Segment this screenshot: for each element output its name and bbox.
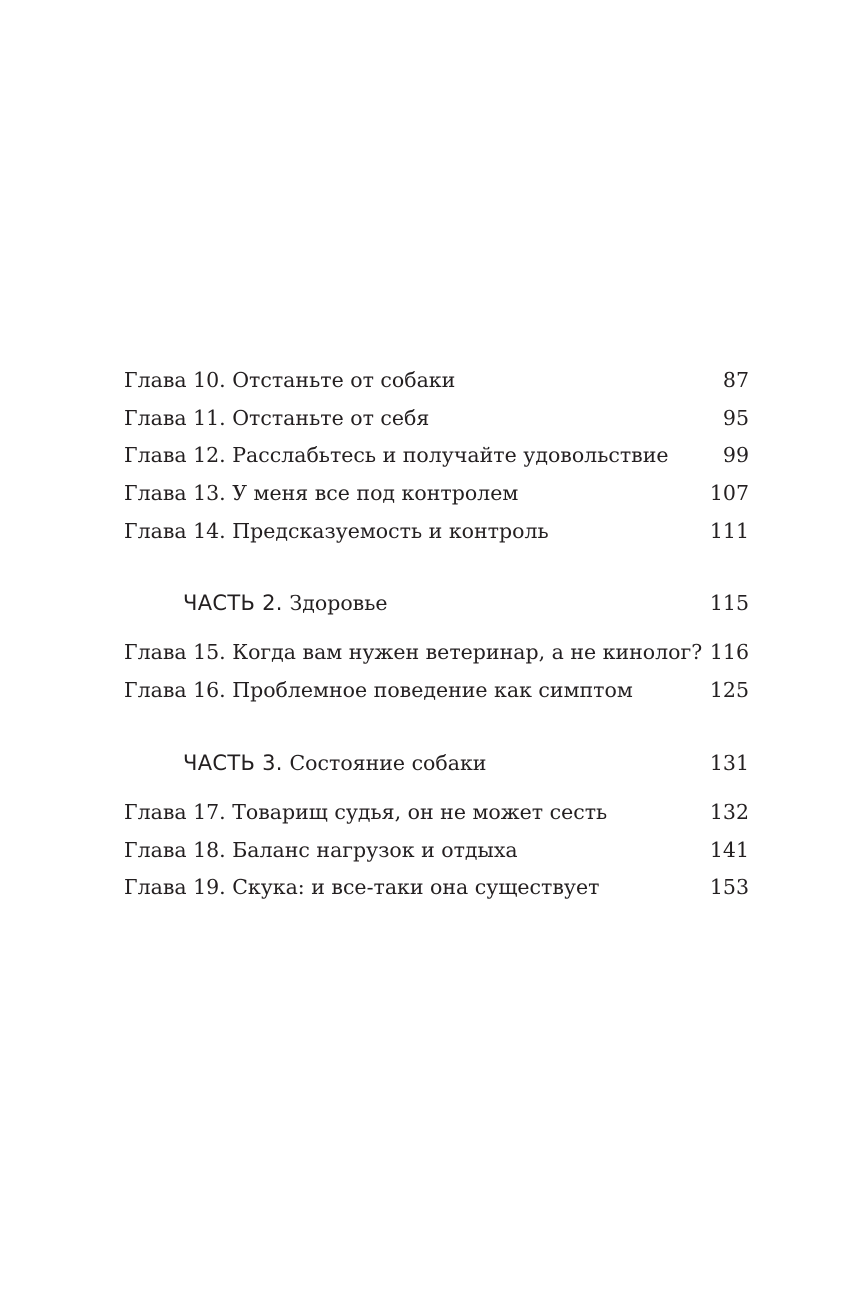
part-title: Состояние собаки xyxy=(289,750,487,775)
chapter-title: Глава 19. Скука: и все-таки она существует xyxy=(124,875,600,900)
toc-part-2-heading xyxy=(124,585,749,622)
part-heading xyxy=(124,745,486,782)
page-number: 141 xyxy=(709,837,749,862)
toc-entry-chapter-18 xyxy=(124,832,749,870)
page-number: 107 xyxy=(709,481,749,506)
toc-entry-chapter-16 xyxy=(124,672,749,710)
toc-entry-chapter-14 xyxy=(124,513,749,551)
page-number: 115 xyxy=(709,591,749,616)
chapter-title: Глава 18. Баланс нагрузок и отдыха xyxy=(124,837,518,862)
part-number: ЧАСТЬ 3. xyxy=(183,750,283,775)
part-title: Здоровье xyxy=(289,591,388,616)
part-number: ЧАСТЬ 2. xyxy=(183,591,283,616)
table-of-contents xyxy=(124,362,749,907)
page-number: 87 xyxy=(722,368,749,392)
chapter-title: Глава 14. Предсказуемость и контроль xyxy=(124,518,549,543)
chapter-title: Глава 12. Расслабьтесь и получайте удовольствие xyxy=(124,443,669,468)
chapter-title: Глава 11. Отстаньте от себя xyxy=(124,405,430,430)
toc-part-3-heading xyxy=(124,745,749,782)
page-number: 95 xyxy=(722,405,749,430)
chapter-title: Глава 13. У меня все под контролем xyxy=(124,481,519,506)
toc-entry-chapter-12 xyxy=(124,437,749,475)
chapter-title: Глава 17. Товарищ судья, он не может сесть xyxy=(124,799,608,824)
chapter-title: Глава 10. Отстаньте от собаки xyxy=(124,368,456,392)
toc-entry-chapter-15 xyxy=(124,634,749,672)
page-number: 99 xyxy=(722,443,749,468)
toc-entry-chapter-10 xyxy=(124,362,749,400)
part-heading xyxy=(124,585,388,622)
toc-entry-chapter-13 xyxy=(124,475,749,513)
page-number: 131 xyxy=(709,750,749,775)
chapter-title: Глава 16. Проблемное поведение как симптом xyxy=(124,678,633,703)
chapter-title: Глава 15. Когда вам нужен ветеринар, а не кинолог? xyxy=(124,640,703,665)
page-number: 153 xyxy=(709,875,749,900)
page-number: 116 xyxy=(709,640,749,665)
toc-entry-chapter-11 xyxy=(124,400,749,438)
page-number: 111 xyxy=(709,518,749,543)
page-number: 125 xyxy=(709,678,749,703)
toc-entry-chapter-17 xyxy=(124,794,749,832)
page-number: 132 xyxy=(709,799,749,824)
toc-entry-chapter-19 xyxy=(124,869,749,907)
